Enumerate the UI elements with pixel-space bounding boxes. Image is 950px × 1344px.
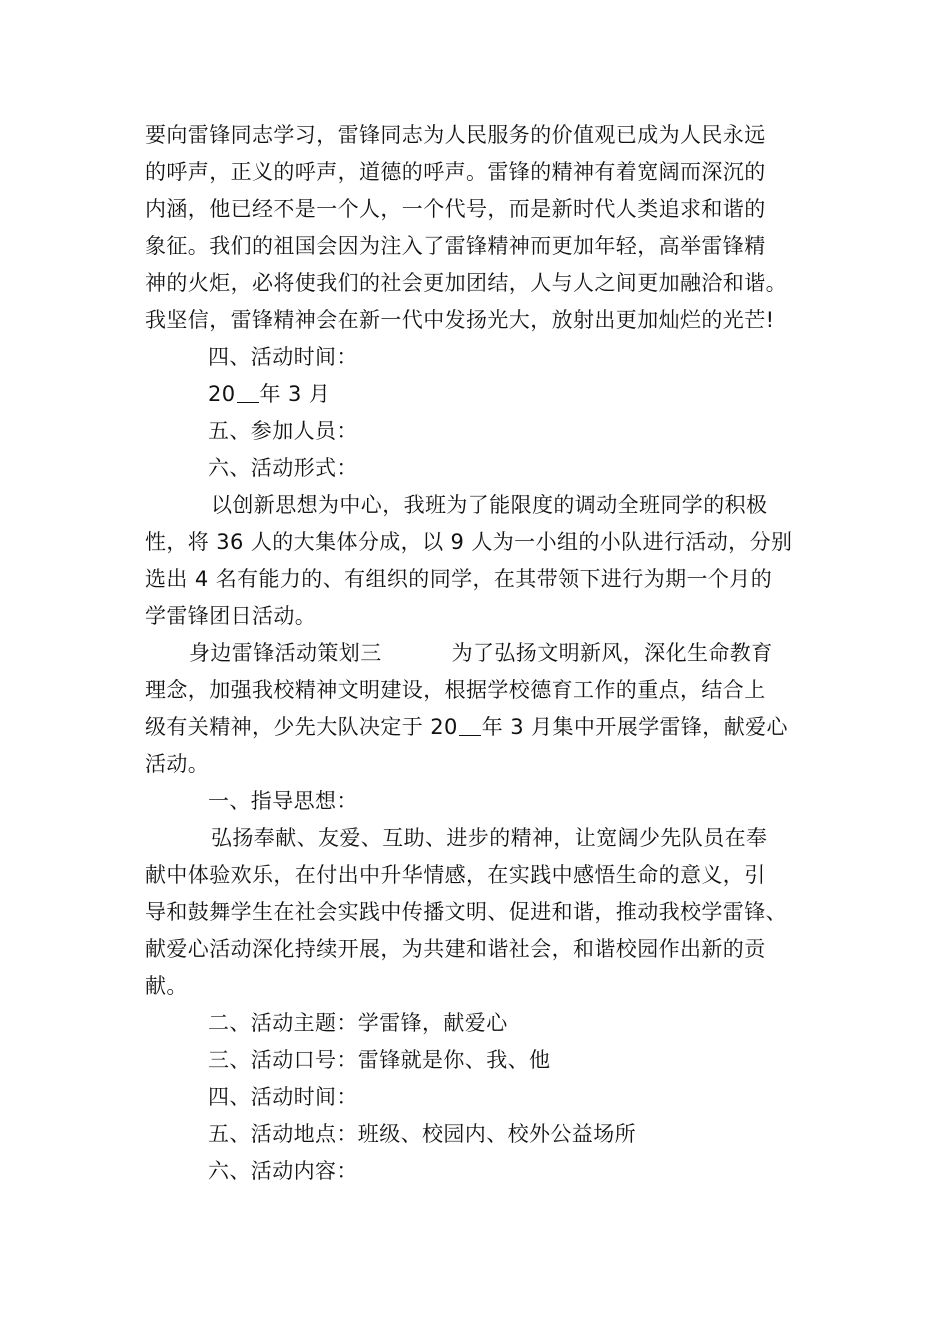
section-heading-form: 六、活动形式： [208,456,358,480]
paragraph-line: 神的火炬，必将使我们的社会更加团结，人与人之间更加融洽和谐。 [145,271,787,295]
paragraph-line: 要向雷锋同志学习，雷锋同志为人民服务的价值观已成为人民永远 [145,123,766,147]
paragraph-line: 以创新思想为中心，我班为了能限度的调动全班同学的积极 [211,493,768,517]
plan-intro: 为了弘扬文明新风，深化生命教育 [451,641,773,665]
paragraph-line: 活动。 [145,752,210,776]
paragraph-line: 性，将 36 人的大集体分成，以 9 人为一小组的小队进行活动，分别 [145,530,793,554]
paragraph-line: 献。 [145,974,188,998]
section-heading-place: 五、活动地点：班级、校园内、校外公益场所 [208,1122,636,1146]
blank-underline [237,384,259,403]
blank-underline [459,717,481,736]
section-heading-content: 六、活动内容： [208,1159,358,1183]
date-prefix: 20 [208,382,236,406]
section-heading-people: 五、参加人员： [208,419,358,443]
date-suffix: 年 3 月 [259,382,331,406]
line-prefix: 级有关精神，少先大队决定于 20 [145,715,458,739]
line-suffix: 年 3 月集中开展学雷锋，献爱心 [481,715,788,739]
paragraph-line: 献爱心活动深化持续开展，为共建和谐社会，和谐校园作出新的贡 [145,937,766,961]
paragraph-line: 弘扬奉献、友爱、互助、进步的精神，让宽阔少先队员在奉 [211,826,768,850]
section-heading-time: 四、活动时间： [208,1085,358,1109]
paragraph-line: 选出 4 名有能力的、有组织的同学，在其带领下进行为期一个月的 [145,567,773,591]
plan-title-line [145,635,825,672]
paragraph-line: 学雷锋团日活动。 [145,604,317,628]
paragraph-line: 象征。我们的祖国会因为注入了雷锋精神而更加年轻，高举雷锋精 [145,234,766,258]
paragraph-line: 献中体验欢乐，在付出中升华情感，在实践中感悟生命的意义，引 [145,863,766,887]
section-heading-slogan: 三、活动口号：雷锋就是你、我、他 [208,1048,551,1072]
section-heading-theme: 二、活动主题：学雷锋，献爱心 [208,1011,508,1035]
paragraph-line: 我坚信，雷锋精神会在新一代中发扬光大，放射出更加灿烂的光芒! [145,308,775,332]
plan-title: 身边雷锋活动策划三 [189,641,382,665]
activity-date [145,376,825,413]
document-body [145,117,825,1190]
section-heading-guide: 一、指导思想： [208,789,358,813]
paragraph-line: 的呼声，正义的呼声，道德的呼声。雷锋的精神有着宽阔而深沉的 [145,160,766,184]
paragraph-line: 理念，加强我校精神文明建设，根据学校德育工作的重点，结合上 [145,678,766,702]
paragraph-line [145,709,825,746]
paragraph-line: 导和鼓舞学生在社会实践中传播文明、促进和谐，推动我校学雷锋、 [145,900,787,924]
paragraph-line: 内涵，他已经不是一个人，一个代号，而是新时代人类追求和谐的 [145,197,766,221]
section-heading-time: 四、活动时间： [208,345,358,369]
